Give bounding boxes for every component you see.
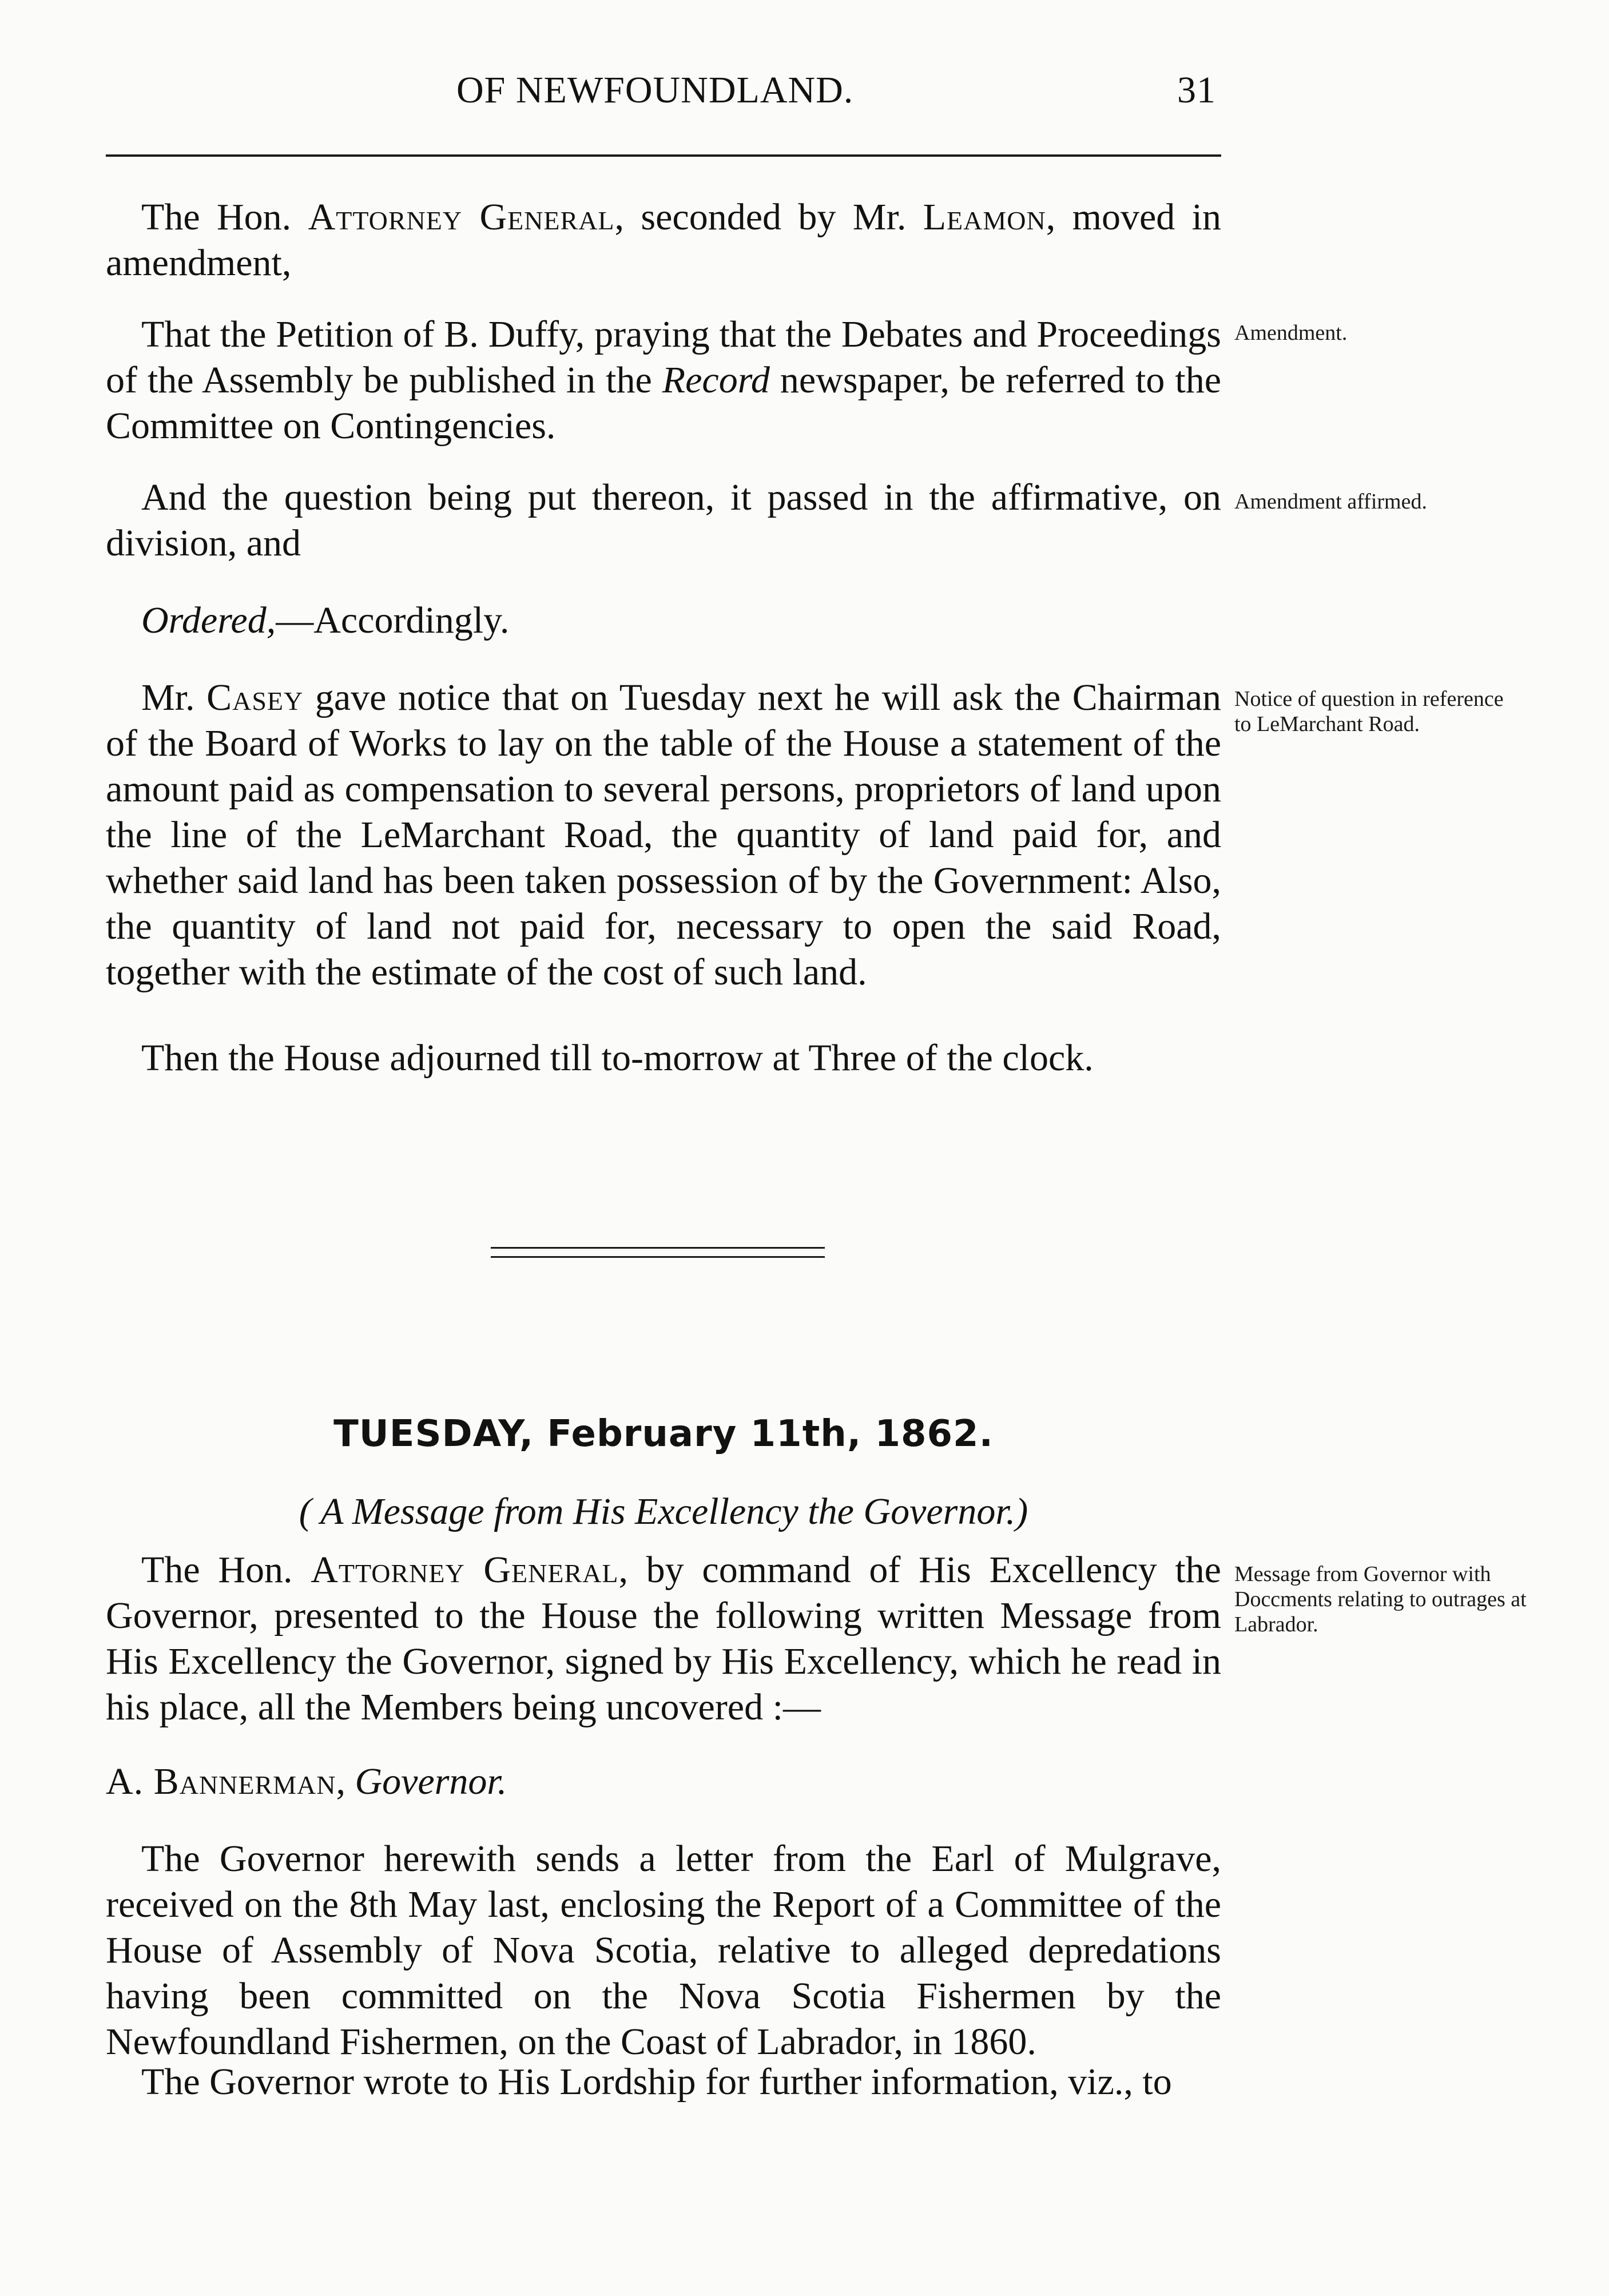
margin-note-message-governor: Message from Governor with Doccments relating to outrages at Labrador. <box>1234 1562 1527 1636</box>
lordship-paragraph: The Governor wrote to His Lordship for further information, viz., to <box>141 2061 1172 2103</box>
margin-note-notice-question: Notice of question in reference to LeMarchant Road. <box>1234 687 1504 736</box>
margin-note-amendment: Amendment. <box>1234 321 1348 345</box>
running-title: OF NEWFOUNDLAND. <box>456 69 854 111</box>
margin-note-amendment-affirmed: Amendment affirmed. <box>1234 490 1427 514</box>
section-divider-bottom <box>491 1256 825 1258</box>
question-paragraph: And the question being put thereon, it passed in the affirmative, on division, and <box>106 476 1221 564</box>
signature-line: A. Bannerman, Governor. <box>106 1761 507 1802</box>
section-divider-top <box>491 1247 825 1249</box>
petition-paragraph: That the Petition of B. Duffy, praying that the Debates and Proceedings of the Assembly be published in the Record newspaper, be referred to the Committee on Contingencies. <box>106 313 1221 447</box>
date-heading: TUESDAY, February 11th, 1862. <box>333 1413 994 1455</box>
adjourned-paragraph: Then the House adjourned till to-morrow at Three of the clock. <box>141 1037 1094 1079</box>
message-paragraph: The Hon. Attorney General, by command of His Excellency the Governor, presented to the House the following written Message from His Excellency the Governor, signed by His Excellency, which he read in his place, all the Members being uncovered :— <box>106 1549 1221 1728</box>
notice-paragraph: Mr. Casey gave notice that on Tuesday next he will ask the Chairman of the Board of Works to lay on the table of the House a statement of the amount paid as compensation to several persons, proprietors of land upon the line of the LeMarchant Road, the quantity of land paid for, and whether said land has been taken possession of by the Government: Also, the quantity of land not paid for, necessary to open the said Road, together with the estimate of the cost of such land. <box>106 677 1221 993</box>
message-title: ( A Message from His Excellency the Governor.) <box>299 1491 1028 1532</box>
header-rule <box>106 154 1221 157</box>
page-number: 31 <box>1177 69 1216 111</box>
mulgrave-paragraph: The Governor herewith sends a letter from the Earl of Mulgrave, received on the 8th May last, enclosing the Report of a Committee of the House of Assembly of Nova Scotia, relative to alleged depredations having been committed on the Nova Scotia Fishermen by the Newfoundland Fishermen, on the Coast of Labrador, in 1860. <box>106 1838 1221 2063</box>
motion-paragraph: The Hon. Attorney General, seconded by Mr. Leamon, moved in amendment, <box>106 196 1221 284</box>
ordered-paragraph: Ordered,—Accordingly. <box>141 599 510 641</box>
